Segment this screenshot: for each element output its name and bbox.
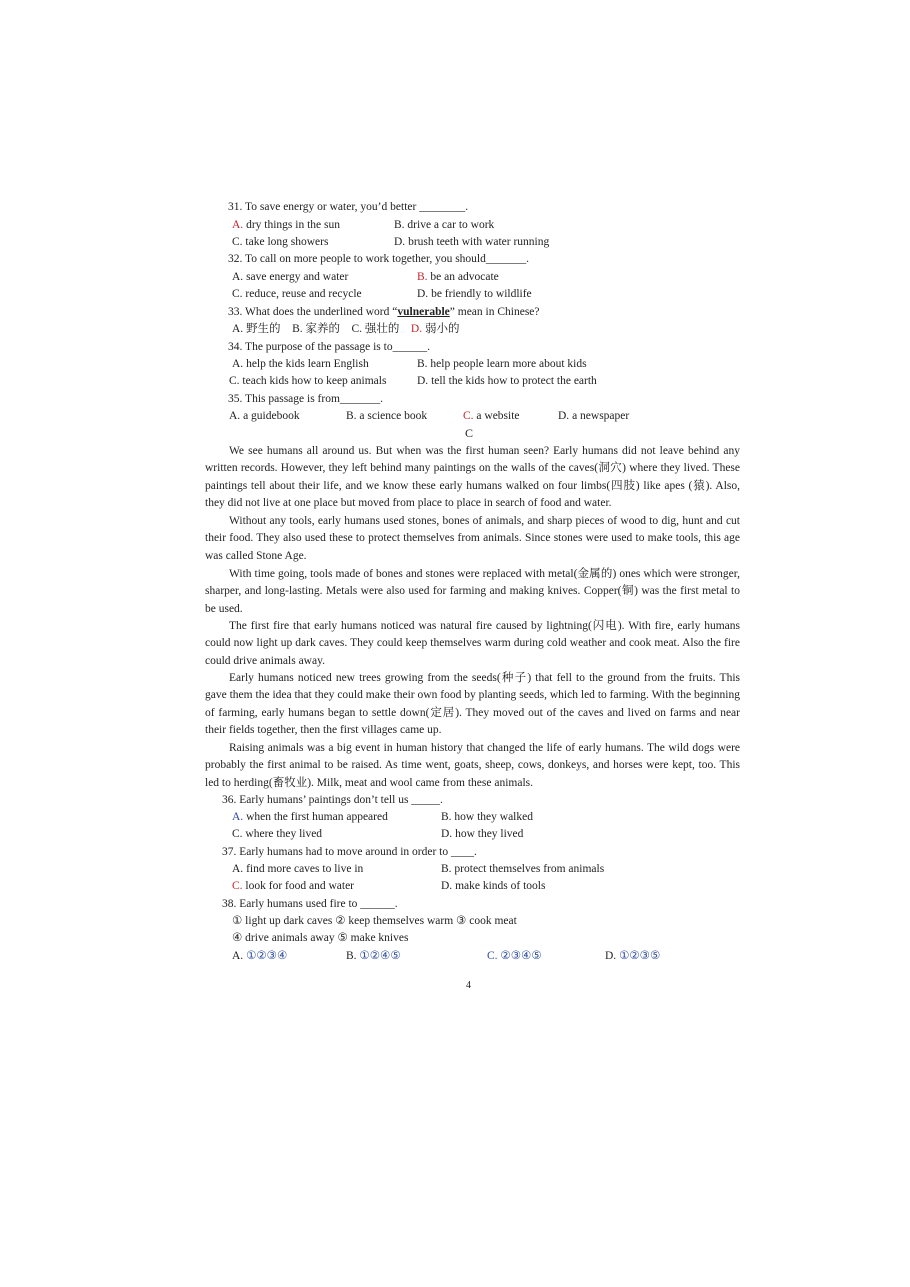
q38-statements-line-2: ④ drive animals away ⑤ make knives (232, 932, 409, 944)
q31-option-c: C. take long showers (232, 236, 329, 248)
page-number: 4 (466, 980, 471, 991)
q34-option-c: C. teach kids how to keep animals (229, 375, 387, 387)
q36-option-d: D. how they lived (441, 828, 524, 840)
q38-option-d: D. ①②③⑤ (605, 950, 661, 962)
q38-option-a: A. ①②③④ (232, 950, 288, 962)
q38-statements-line-1: ① light up dark caves ② keep themselves warm ③ cook meat (232, 915, 517, 927)
q38-option-b: B. ①②④⑤ (346, 950, 401, 962)
q36-option-c: C. where they lived (232, 828, 323, 840)
q37-option-a: A. find more caves to live in (232, 863, 364, 875)
q32-option-a: A. save energy and water (232, 271, 349, 283)
q34-option-d: D. tell the kids how to protect the earth (417, 375, 597, 387)
q38-option-c: C. ②③④⑤ (487, 950, 542, 962)
q31-option-b: B. drive a car to work (394, 219, 495, 231)
q35-option-d: D. a newspaper (558, 410, 630, 422)
question-37-stem: 37. Early humans had to move around in order to ____. (222, 846, 477, 858)
q35-option-c: C. a website (463, 410, 520, 422)
underlined-word: vulnerable (397, 306, 450, 318)
passage-paragraph-4: The first fire that early humans noticed was natural fire caused by lightning(闪电). With fire, early humans could now light up dark caves. They could keep themselves warm during cold weather and cook meat. Also the fire could drive animals away. (205, 620, 740, 667)
q36-option-b: B. how they walked (441, 811, 533, 823)
q32-option-d: D. be friendly to wildlife (417, 288, 532, 300)
question-35-stem: 35. This passage is from_______. (228, 393, 384, 405)
passage-paragraph-1: We see humans all around us. But when was the first human seen? Early humans did not leave behind any written records. However, they left behind many paintings on the walls of the caves(洞穴) where they lived. These paintings tell about their life, and we know these early humans walked on four limbs(四肢) like apes (猿). Also, they did not live at one place but moved from place to place in search of food and water. (205, 445, 740, 510)
question-38-stem: 38. Early humans used fire to ______. (222, 898, 398, 910)
q32-option-c: C. reduce, reuse and recycle (232, 288, 362, 300)
q37-option-b: B. protect themselves from animals (441, 863, 605, 875)
q31-option-a: A. dry things in the sun (232, 219, 340, 231)
q35-option-b: B. a science book (346, 410, 428, 422)
question-34-stem: 34. The purpose of the passage is to______. (228, 341, 430, 353)
q36-option-a: A. when the first human appeared (232, 811, 388, 823)
q34-option-b: B. help people learn more about kids (417, 358, 587, 370)
passage-paragraph-6: Raising animals was a big event in human history that changed the life of early humans. The wild dogs were probably the first animal to be raised. As time went, goats, sheep, cows, donkeys, and horses were kept, too. This led to herding(畜牧业). Milk, meat and wool came from these animals. (205, 742, 740, 789)
question-33-stem: 33. What does the underlined word “vulnerable” mean in Chinese? (228, 306, 540, 318)
q32-option-b: B. be an advocate (417, 271, 499, 283)
question-31-stem: 31. To save energy or water, you’d better ________. (228, 201, 469, 213)
question-32-stem: 32. To call on more people to work together, you should_______. (228, 253, 529, 265)
q34-option-a: A. help the kids learn English (232, 358, 369, 370)
question-36-stem: 36. Early humans’ paintings don’t tell us _____. (222, 794, 443, 806)
passage-paragraph-2: Without any tools, early humans used stones, bones of animals, and sharp pieces of wood to dig, hunt and cut their food. They also used these to protect themselves from animals. Since stones were used to make tools, this age was called Stone Age. (205, 515, 740, 562)
q37-option-d: D. make kinds of tools (441, 880, 546, 892)
passage-paragraph-3: With time going, tools made of bones and stones were replaced with metal(金属的) ones which were stronger, sharper, and long-lasting. Metals were also used for farming and making knives. Copper(铜) was the first metal to be used. (205, 568, 740, 615)
q37-option-c: C. look for food and water (232, 880, 354, 892)
q33-options: A. 野生的 B. 家养的 C. 强壮的 D. 弱小的 (232, 323, 460, 335)
q35-option-a: A. a guidebook (229, 410, 300, 422)
passage-paragraph-5: Early humans noticed new trees growing from the seeds(种子) that fell to the ground from the fruits. This gave them the idea that they could make their own food by planting seeds, which led to farming. With the beginning of farming, early humans began to settle down(定居). They moved out of the caves and lived on farms and near their fields together, then the first villages came up. (205, 672, 740, 737)
section-label: C (465, 426, 474, 440)
q31-option-d: D. brush teeth with water running (394, 236, 550, 248)
